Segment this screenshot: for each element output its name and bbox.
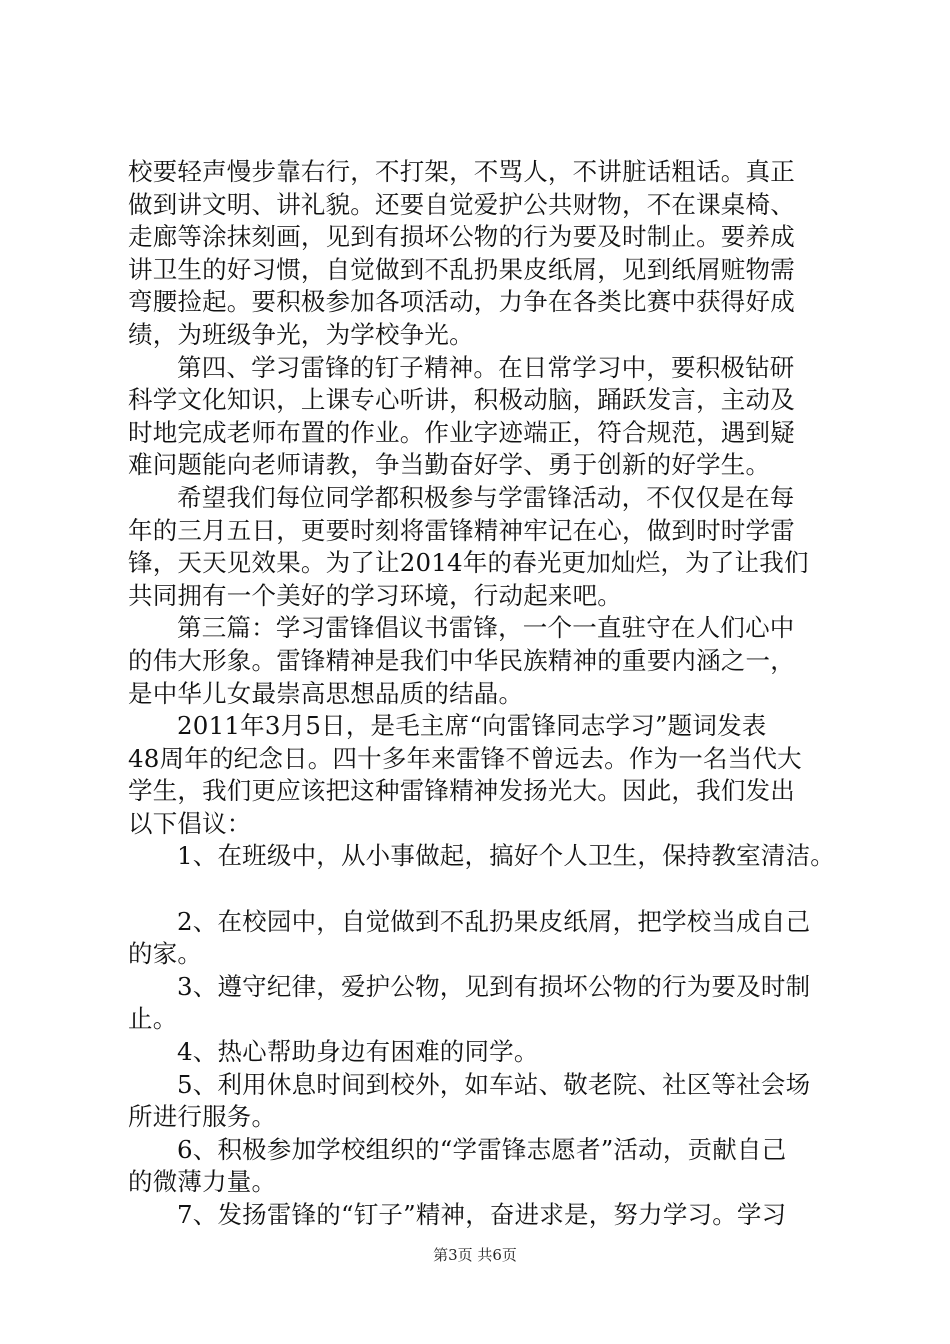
text-line: 绩，为班级争光，为学校争光。 <box>128 319 474 349</box>
text-line: 4、热心帮助身边有困难的同学。 <box>177 1037 539 1067</box>
text-line: 7、发扬雷锋的“钉子”精神，奋进求是，努力学习。学习 <box>177 1200 787 1229</box>
text-line: 2、在校园中，自觉做到不乱扔果皮纸屑，把学校当成自己 <box>177 906 811 936</box>
text-line: 48周年的纪念日。四十多年来雷锋不曾远去。作为一名当代大 <box>128 743 802 773</box>
text-line: 锋，天天见效果。为了让2014年的春光更加灿烂，为了让我们 <box>128 548 809 578</box>
text-line: 年的三月五日，更要时刻将雷锋精神牢记在心，做到时时学雷 <box>128 515 795 545</box>
text-line: 所进行服务。 <box>128 1102 277 1132</box>
text-line: 3、遵守纪律，爱护公物，见到有损坏公物的行为要及时制 <box>177 971 811 1001</box>
blank-line <box>128 873 848 906</box>
text-line: 希望我们每位同学都积极参与学雷锋活动，不仅仅是在每 <box>177 482 795 512</box>
text-line: 难问题能向老师请教，争当勤奋好学、勇于创新的好学生。 <box>128 450 771 480</box>
text-line: 第四、学习雷锋的钉子精神。在日常学习中，要积极钻研 <box>177 352 795 382</box>
text-line: 的家。 <box>128 939 203 969</box>
text-line: 时地完成老师布置的作业。作业字迹端正，符合规范，遇到疑 <box>128 417 795 447</box>
text-line: 第三篇：学习雷锋倡议书雷锋，一个一直驻守在人们心中 <box>177 613 795 643</box>
text-line: 校要轻声慢步靠右行，不打架，不骂人，不讲脏话粗话。真正 <box>128 157 795 186</box>
text-line: 2011年3月5日，是毛主席“向雷锋同志学习”题词发表 <box>177 711 767 741</box>
text-line: 走廊等涂抹刻画，见到有损坏公物的行为要及时制止。要养成 <box>128 222 795 252</box>
text-line: 止。 <box>128 1004 178 1034</box>
document-body <box>128 156 848 1232</box>
text-line: 做到讲文明、讲礼貌。还要自觉爱护公共财物，不在课桌椅、 <box>128 189 795 219</box>
text-line: 的微薄力量。 <box>128 1167 277 1197</box>
text-line: 6、积极参加学校组织的“学雷锋志愿者”活动，贡献自己 <box>177 1134 787 1164</box>
text-line: 5、利用休息时间到校外，如车站、敬老院、社区等社会场 <box>177 1069 811 1099</box>
text-line: 学生，我们更应该把这种雷锋精神发扬光大。因此，我们发出 <box>128 776 795 806</box>
text-line: 1、在班级中，从小事做起，搞好个人卫生，保持教室清洁。 <box>177 841 835 871</box>
text-line: 以下倡议： <box>128 808 252 838</box>
page-footer: 第3页 共6页 <box>433 1246 517 1264</box>
text-line: 科学文化知识，上课专心听讲，积极动脑，踊跃发言，主动及 <box>128 385 795 415</box>
text-line: 是中华儿女最崇高思想品质的结晶。 <box>128 678 524 708</box>
text-line: 弯腰捡起。要积极参加各项活动，力争在各类比赛中获得好成 <box>128 287 795 317</box>
text-line: 的伟大形象。雷锋精神是我们中华民族精神的重要内涵之一， <box>128 645 795 675</box>
text-line: 讲卫生的好习惯，自觉做到不乱扔果皮纸屑，见到纸屑赃物需 <box>128 254 795 284</box>
text-line: 共同拥有一个美好的学习环境，行动起来吧。 <box>128 580 622 610</box>
